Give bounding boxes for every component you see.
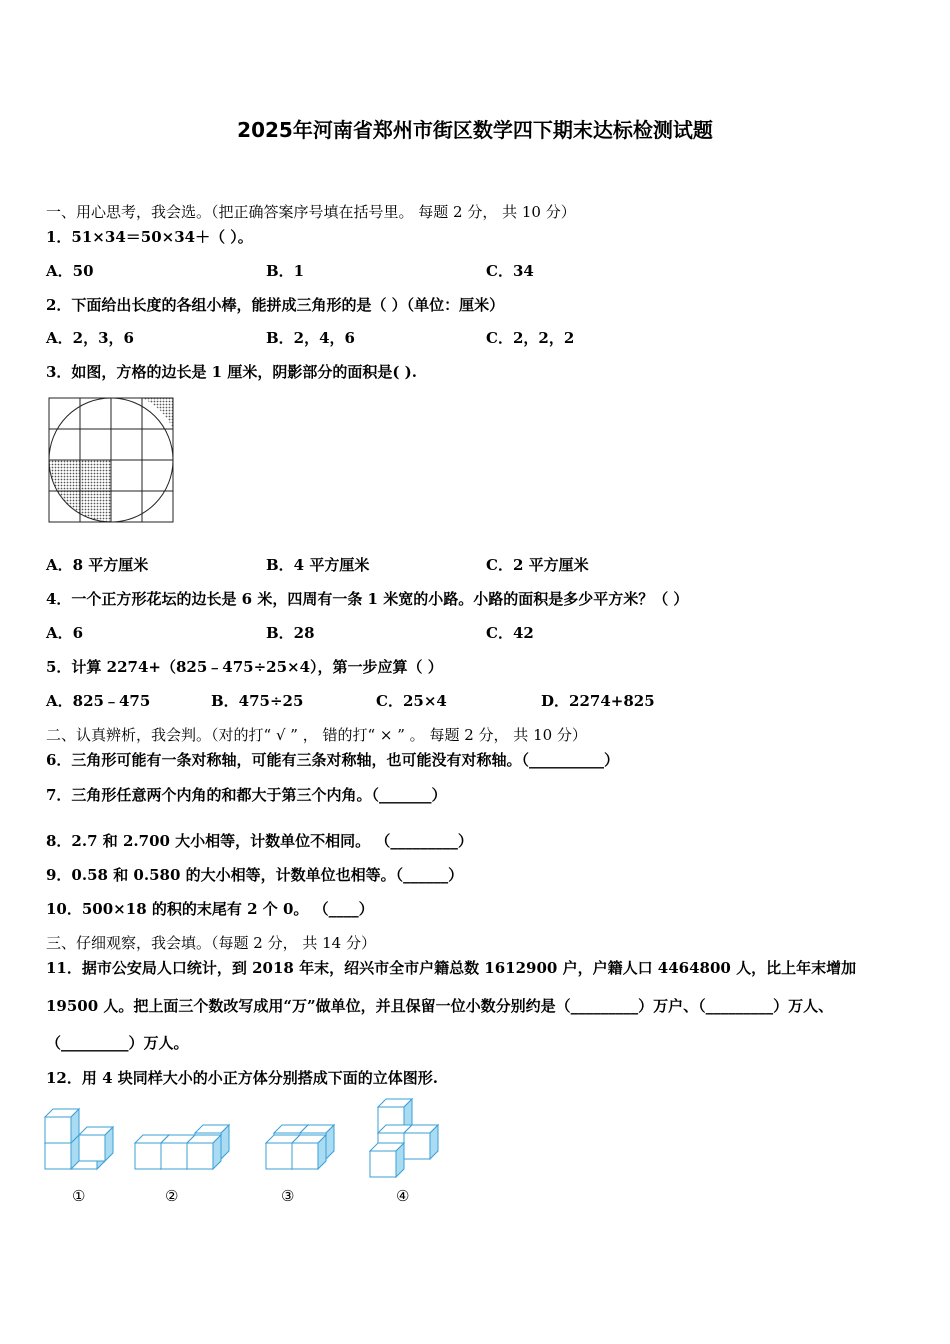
q9-stem: 9．0.58 和 0.580 的大小相等，计数单位也相等。（______） — [46, 866, 464, 884]
section-1-heading: 一、用心思考，我会选。（把正确答案序号填在括号里。 每题 2 分， 共 10 分） — [46, 203, 576, 221]
q11-line-2: 19500 人。把上面三个数改写成用“万”做单位，并且保留一位小数分别约是（_________）万户、（_________）万人、 — [46, 997, 834, 1015]
q5-option-d: D．2274+825 — [541, 692, 655, 710]
q1-option-a: A．50 — [46, 262, 94, 280]
q6-stem: 6．三角形可能有一条对称轴，可能有三条对称轴，也可能没有对称轴。（__________） — [46, 751, 619, 769]
q3-stem: 3．如图，方格的边长是 1 厘米，阴影部分的面积是( ). — [46, 363, 417, 381]
q3-grid-figure — [48, 397, 174, 523]
page-title: 2025年河南省郑州市街区数学四下期末达标检测试题 — [237, 118, 713, 142]
section-2-heading: 二、认真辨析，我会判。（对的打“ √ ” ， 错的打“ × ” 。 每题 2 分， 共 10 分） — [46, 726, 587, 744]
cube-label-1: ① — [72, 1187, 86, 1205]
q11-line-3: （_________）万人。 — [46, 1034, 189, 1052]
q4-option-a: A．6 — [46, 624, 84, 642]
q4-stem: 4．一个正方形花坛的边长是 6 米，四周有一条 1 米宽的小路。小路的面积是多少平方米？（ ） — [46, 590, 689, 608]
q5-stem: 5．计算 2274+（825﹣475÷25×4），第一步应算（ ） — [46, 658, 443, 676]
cube-figure-4 — [370, 1099, 438, 1177]
q11-line-1: 11．据市公安局人口统计，到 2018 年末，绍兴市全市户籍总数 1612900 户，户籍人口 4464800 人，比上年末增加 — [46, 959, 857, 977]
q1-stem: 1．51×34＝50×34＋（ ）。 — [46, 228, 253, 246]
cube-label-4: ④ — [396, 1187, 410, 1205]
q2-option-c: C．2，2，2 — [486, 329, 575, 347]
q3-option-a: A．8 平方厘米 — [46, 556, 149, 574]
cube-label-2: ② — [165, 1187, 179, 1205]
q2-stem: 2．下面给出长度的各组小棒，能拼成三角形的是（ ）（单位：厘米） — [46, 296, 505, 314]
cube-figure-3 — [266, 1125, 334, 1169]
q5-option-b: B．475÷25 — [211, 692, 304, 710]
q1-option-c: C．34 — [486, 262, 534, 280]
q2-option-a: A．2，3，6 — [46, 329, 134, 347]
q5-option-c: C．25×4 — [376, 692, 447, 710]
q4-option-c: C．42 — [486, 624, 534, 642]
q12-cube-figures — [40, 1095, 450, 1185]
q5-option-a: A．825﹣475 — [46, 692, 151, 710]
q3-option-b: B．4 平方厘米 — [266, 556, 370, 574]
q2-option-b: B．2，4，6 — [266, 329, 355, 347]
q8-stem: 8．2.7 和 2.700 大小相等，计数单位不相同。 （_________） — [46, 832, 473, 850]
section-3-heading: 三、仔细观察，我会填。（每题 2 分， 共 14 分） — [46, 934, 376, 952]
q3-option-c: C．2 平方厘米 — [486, 556, 589, 574]
q1-option-b: B．1 — [266, 262, 305, 280]
q12-stem: 12．用 4 块同样大小的小正方体分别搭成下面的立体图形. — [46, 1069, 438, 1087]
q10-stem: 10．500×18 的积的末尾有 2 个 0。 （____） — [46, 900, 374, 918]
cube-label-3: ③ — [281, 1187, 295, 1205]
shaded-corner-top-right — [142, 398, 173, 429]
q7-stem: 7．三角形任意两个内角的和都大于第三个内角。（_______） — [46, 786, 447, 804]
cube-figure-1 — [45, 1109, 113, 1169]
q4-option-b: B．28 — [266, 624, 315, 642]
cube-figure-2 — [135, 1125, 229, 1169]
